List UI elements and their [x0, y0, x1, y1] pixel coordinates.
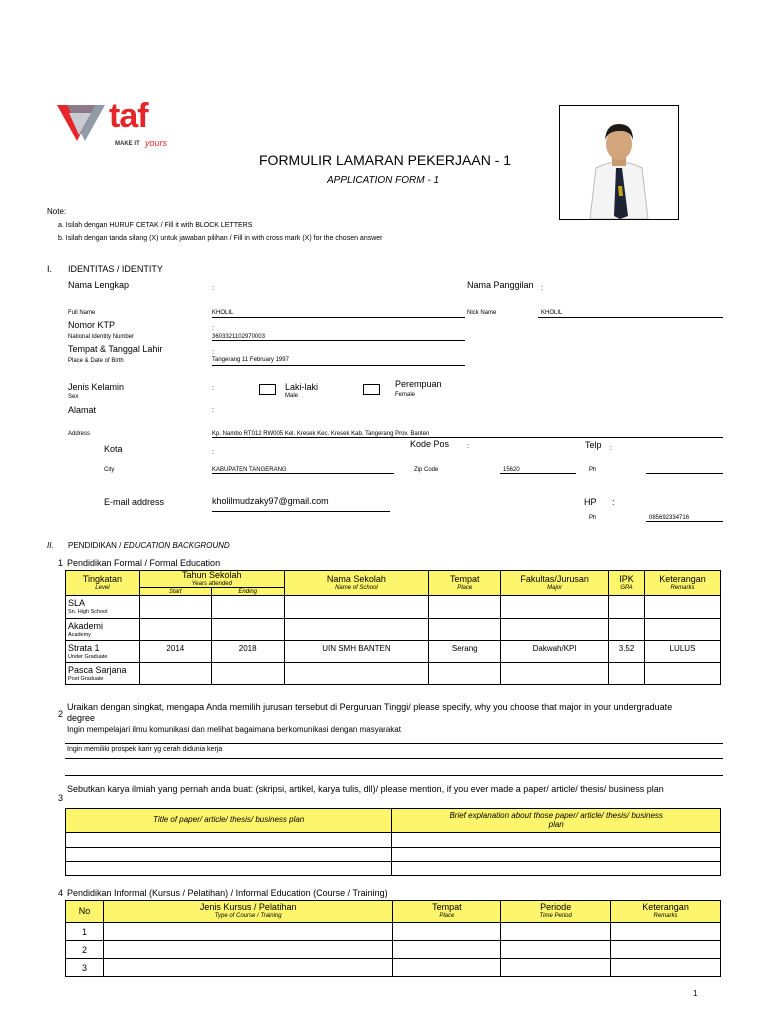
ttl-label: Tempat & Tanggal Lahir	[68, 344, 163, 354]
nick-name-line	[538, 317, 723, 318]
level-cell: Strata 1 Under Graduate	[66, 641, 140, 663]
q3-text: Sebutkan karya ilmiah yang pernah anda buat: (skripsi, artikel, karya tulis, dll)/ please mention, if you ever made a paper/ article/ thesis/ business plan	[67, 784, 664, 794]
email-label: E-mail address	[104, 497, 165, 507]
section-1-title: IDENTITAS / IDENTITY	[68, 264, 163, 274]
section-2-title-b: EDUCATION BACKGROUND	[123, 541, 230, 550]
gpa-cell[interactable]: 3.52	[609, 641, 645, 663]
place-cell[interactable]: Serang	[429, 641, 501, 663]
logo-tagline-script: yours	[145, 138, 168, 148]
nama-panggilan-label: Nama Panggilan	[467, 280, 534, 290]
major-cell[interactable]: Dakwah/KPI	[501, 641, 609, 663]
colon: :	[212, 349, 214, 356]
page-number: 1	[693, 989, 698, 998]
city-label-en: City	[104, 467, 115, 473]
end-cell[interactable]	[211, 619, 284, 641]
zip-line	[500, 473, 576, 474]
q3-number: 3	[58, 793, 64, 803]
female-checkbox[interactable]	[363, 384, 380, 395]
col-paper-title: Title of paper/ article/ thesis/ business plan	[66, 809, 392, 833]
end-cell[interactable]	[211, 663, 284, 685]
remarks-cell[interactable]	[611, 959, 721, 977]
q2-number: 2	[58, 709, 64, 719]
colon: :	[212, 325, 214, 332]
gpa-cell[interactable]	[609, 663, 645, 685]
table-row	[66, 923, 721, 941]
level-cell: Akademi Academy	[66, 619, 140, 641]
col-tingkatan: Tingkatan Level	[66, 571, 140, 596]
school-cell[interactable]	[284, 596, 429, 619]
ktp-value[interactable]: 3603321102970003	[212, 334, 265, 340]
start-cell[interactable]: 2014	[139, 641, 211, 663]
col-periode: Periode Time Period	[501, 901, 611, 923]
col-fakultas: Fakultas/Jurusan Major	[501, 571, 609, 596]
kode-pos-label: Kode Pos	[410, 439, 450, 449]
formal-edu-title: Pendidikan Formal / Formal Education	[67, 558, 221, 568]
colon: :	[212, 449, 214, 456]
level-cell: SLA Sn. High School	[66, 596, 140, 619]
col-ending: Ending	[211, 588, 284, 596]
start-cell[interactable]	[139, 619, 211, 641]
paper-title-cell[interactable]	[66, 833, 392, 848]
paper-explanation-cell[interactable]	[392, 833, 721, 848]
period-cell[interactable]	[501, 941, 611, 959]
remarks-cell[interactable]	[645, 619, 721, 641]
logo-tagline: MAKE IT	[115, 141, 140, 147]
informal-education-table	[65, 900, 721, 977]
start-cell[interactable]	[139, 663, 211, 685]
gender-label: Jenis Kelamin	[68, 382, 125, 392]
zip-value[interactable]: 15620	[503, 467, 520, 473]
ktp-label-en: National Identity Number	[68, 334, 135, 340]
colon: :	[541, 285, 543, 292]
nick-name-value[interactable]: KHOLIL	[541, 310, 563, 316]
gender-label-en: Sex	[68, 394, 79, 400]
table-row	[66, 848, 721, 862]
hp-ph-label: Ph	[589, 515, 597, 521]
row-number-cell: 2	[66, 941, 104, 959]
school-cell[interactable]: UIN SMH BANTEN	[284, 641, 429, 663]
row-number-cell: 3	[66, 959, 104, 977]
course-cell[interactable]	[103, 941, 392, 959]
colon: :	[212, 407, 214, 414]
kota-label: Kota	[104, 444, 123, 454]
ktp-line	[212, 340, 465, 341]
col-tempat: Tempat Place	[429, 571, 501, 596]
male-checkbox[interactable]	[259, 384, 276, 395]
person-photo-icon	[560, 106, 678, 219]
full-name-line	[212, 317, 465, 318]
address-line	[212, 437, 723, 438]
female-label: Perempuan	[395, 379, 442, 389]
male-label-en: Male	[285, 393, 299, 399]
col-jenis: Jenis Kursus / Pelatihan Type of Course / Training	[103, 901, 392, 923]
city-value[interactable]: KABUPATEN TANGERANG	[212, 467, 287, 473]
gpa-cell[interactable]	[609, 619, 645, 641]
remarks-cell[interactable]	[645, 596, 721, 619]
q4-text: Pendidikan Informal (Kursus / Pelatihan) / Informal Education (Course / Training)	[67, 888, 388, 898]
table-row	[66, 862, 721, 876]
male-label: Laki-laki	[285, 382, 319, 392]
end-cell[interactable]: 2018	[211, 641, 284, 663]
row-number-cell: 1	[66, 923, 104, 941]
col-paper-explanation: Brief explanation about those paper/ article/ thesis/ business plan	[392, 809, 721, 833]
telp-label: Telp	[585, 440, 602, 450]
hp-line	[646, 521, 723, 522]
period-cell[interactable]	[501, 923, 611, 941]
table-row	[66, 663, 721, 685]
school-cell[interactable]	[284, 663, 429, 685]
ktp-label: Nomor KTP	[68, 320, 116, 330]
place-cell[interactable]	[393, 959, 501, 977]
remarks-cell[interactable]	[611, 941, 721, 959]
table-row	[66, 596, 721, 619]
major-cell[interactable]	[501, 619, 609, 641]
paper-table	[65, 808, 721, 876]
ttl-line	[212, 365, 465, 366]
colon: :	[212, 285, 214, 292]
q2-line-3	[65, 775, 723, 776]
place-cell[interactable]	[429, 663, 501, 685]
note-label: Note:	[47, 207, 67, 216]
section-1-number: I.	[47, 264, 53, 274]
colon: :	[467, 443, 469, 450]
nama-lengkap-label: Nama Lengkap	[68, 280, 130, 290]
table-row	[66, 959, 721, 977]
section-2-title	[68, 541, 230, 550]
ttl-value[interactable]: Tangerang 11 February 1997	[212, 357, 289, 363]
logo-text: taf	[109, 97, 148, 135]
nick-name-label: Nick Name	[467, 310, 497, 316]
section-2-number: II.	[47, 541, 54, 550]
full-name-value[interactable]: KHOLIL	[212, 310, 234, 316]
remarks-cell[interactable]	[611, 923, 721, 941]
colon: :	[612, 497, 615, 507]
q2-line-2	[65, 758, 723, 759]
taf-logo-icon	[55, 103, 107, 143]
place-cell[interactable]	[393, 941, 501, 959]
start-cell[interactable]	[139, 596, 211, 619]
telp-ph-label: Ph	[589, 467, 597, 473]
address-label-en: Address	[68, 431, 91, 437]
ttl-label-en: Place & Date of Birth	[68, 358, 124, 364]
paper-explanation-cell[interactable]	[392, 862, 721, 876]
q2-answer-1[interactable]: Ingin mempelajari ilmu komunikasi dan melihat bagaimana berkomunikasi dengan masyarakat	[67, 725, 401, 734]
table-row	[66, 833, 721, 848]
col-tahun: Tahun Sekolah Years attended	[139, 571, 284, 588]
col-inf-keterangan: Keterangan Remarks	[611, 901, 721, 923]
school-cell[interactable]	[284, 619, 429, 641]
place-cell[interactable]	[429, 619, 501, 641]
city-line	[212, 473, 394, 474]
q2-answer-2[interactable]: Ingin memiliki prospek karir yg cerah didunia kerja	[67, 746, 223, 753]
zip-label-en: Zip Code	[414, 467, 439, 473]
q2-line-1	[65, 743, 723, 744]
full-name-label: Full Name	[68, 310, 96, 316]
note-a: a. Isilah dengan HURUF CETAK / Fill it with BLOCK LETTERS	[58, 222, 253, 229]
major-cell[interactable]	[501, 596, 609, 619]
telp-line	[646, 473, 723, 474]
col-keterangan: Keterangan Remarks	[645, 571, 721, 596]
q4-number: 4	[58, 888, 64, 898]
paper-title-cell[interactable]	[66, 848, 392, 862]
col-no: No	[66, 901, 104, 923]
colon: :	[610, 445, 612, 452]
period-cell[interactable]	[501, 959, 611, 977]
level-cell: Pasca Sarjana Post Graduate	[66, 663, 140, 685]
course-cell[interactable]	[103, 923, 392, 941]
q2-text: Uraikan dengan singkat, mengapa Anda memilih jurusan tersebut di Perguruan Tinggi/ please specify, why you choose that major in your undergraduate degree	[67, 702, 673, 723]
female-label-en: Female	[395, 392, 416, 398]
gpa-cell[interactable]	[609, 596, 645, 619]
formal-education-table	[65, 570, 721, 685]
col-ipk: IPK GPA	[609, 571, 645, 596]
remarks-cell[interactable]: LULUS	[645, 641, 721, 663]
place-cell[interactable]	[429, 596, 501, 619]
form-subtitle: APPLICATION FORM - 1	[327, 175, 440, 186]
section-2-title-a: PENDIDIKAN /	[68, 541, 124, 550]
email-line	[212, 511, 390, 512]
course-cell[interactable]	[103, 959, 392, 977]
form-title: FORMULIR LAMARAN PEKERJAAN - 1	[259, 152, 512, 168]
major-cell[interactable]	[501, 663, 609, 685]
col-inf-tempat: Tempat Place	[393, 901, 501, 923]
alamat-label: Alamat	[68, 405, 97, 415]
email-value[interactable]: kholilmudzaky97@gmail.com	[212, 496, 329, 506]
colon: :	[212, 385, 214, 392]
paper-title-cell[interactable]	[66, 862, 392, 876]
remarks-cell[interactable]	[645, 663, 721, 685]
hp-label: HP	[584, 497, 597, 507]
col-sekolah: Nama Sekolah Name of School	[284, 571, 429, 596]
applicant-photo	[559, 105, 679, 220]
hp-value[interactable]: 085692334716	[649, 515, 690, 521]
paper-explanation-cell[interactable]	[392, 848, 721, 862]
table-row	[66, 641, 721, 663]
table-row	[66, 941, 721, 959]
note-b: b. Isilah dengan tanda silang (X) untuk jawaban pilihan / Fill in with cross mark (X) for the chosen answer	[58, 235, 383, 242]
address-value[interactable]: Kp. Nambo RT012 RW005 Kel. Kresek Kec. Kresek Kab. Tangerang Prov. Banten	[212, 431, 430, 437]
col-start: Start	[139, 588, 211, 596]
formal-edu-number: 1	[58, 558, 64, 568]
place-cell[interactable]	[393, 923, 501, 941]
end-cell[interactable]	[211, 596, 284, 619]
logo	[55, 97, 185, 153]
table-row	[66, 619, 721, 641]
